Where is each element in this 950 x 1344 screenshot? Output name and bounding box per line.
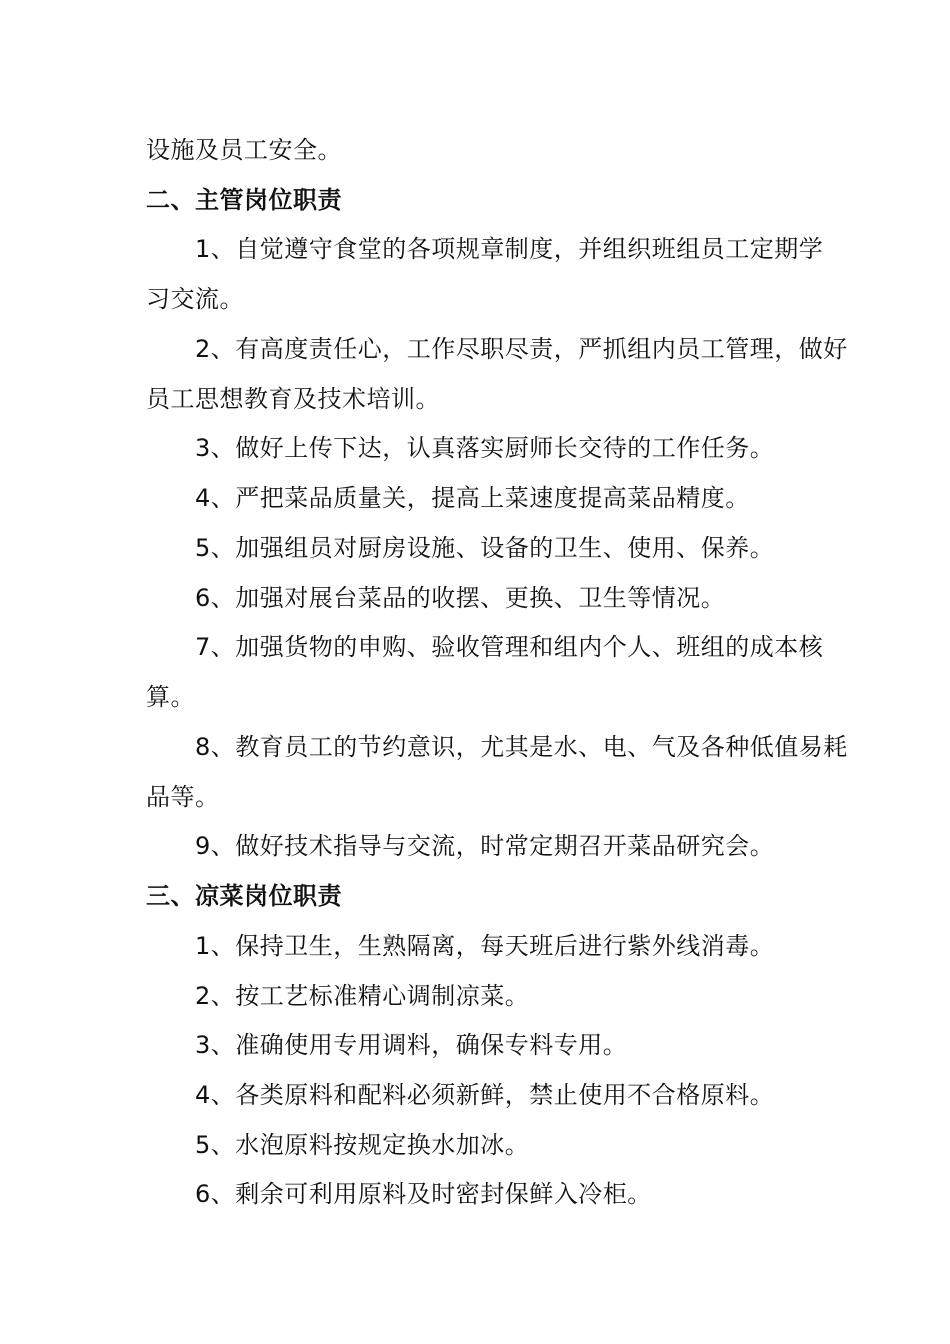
paragraph-continuation: 设施及员工安全。 <box>146 136 342 164</box>
list-item-line: 员工思想教育及技术培训。 <box>146 385 440 413</box>
section-heading-cold-dish: 三、凉菜岗位职责 <box>146 882 342 910</box>
list-item-line: 5、水泡原料按规定换水加冰。 <box>195 1131 530 1159</box>
list-item-line: 8、教育员工的节约意识，尤其是水、电、气及各种低值易耗 <box>195 733 848 761</box>
list-item-line: 习交流。 <box>146 285 244 313</box>
section-heading-supervisor: 二、主管岗位职责 <box>146 186 342 214</box>
list-item-line: 算。 <box>146 683 195 711</box>
list-item-line: 4、严把菜品质量关，提高上菜速度提高菜品精度。 <box>195 484 750 512</box>
list-item-line: 2、按工艺标准精心调制凉菜。 <box>195 982 530 1010</box>
list-item-line: 4、各类原料和配料必须新鲜，禁止使用不合格原料。 <box>195 1081 775 1109</box>
list-item-line: 品等。 <box>146 783 220 811</box>
list-item-line: 6、剩余可利用原料及时密封保鲜入冷柜。 <box>195 1180 652 1208</box>
list-item-line: 9、做好技术指导与交流，时常定期召开菜品研究会。 <box>195 832 775 860</box>
list-item-line: 5、加强组员对厨房设施、设备的卫生、使用、保养。 <box>195 534 775 562</box>
list-item-line: 3、准确使用专用调料，确保专料专用。 <box>195 1031 628 1059</box>
list-item-line: 1、自觉遵守食堂的各项规章制度，并组织班组员工定期学 <box>195 235 824 263</box>
list-item-line: 7、加强货物的申购、验收管理和组内个人、班组的成本核 <box>195 633 824 661</box>
list-item-line: 2、有高度责任心，工作尽职尽责，严抓组内员工管理，做好 <box>195 335 848 363</box>
list-item-line: 1、保持卫生，生熟隔离，每天班后进行紫外线消毒。 <box>195 932 775 960</box>
list-item-line: 3、做好上传下达，认真落实厨师长交待的工作任务。 <box>195 434 775 462</box>
list-item-line: 6、加强对展台菜品的收摆、更换、卫生等情况。 <box>195 584 726 612</box>
